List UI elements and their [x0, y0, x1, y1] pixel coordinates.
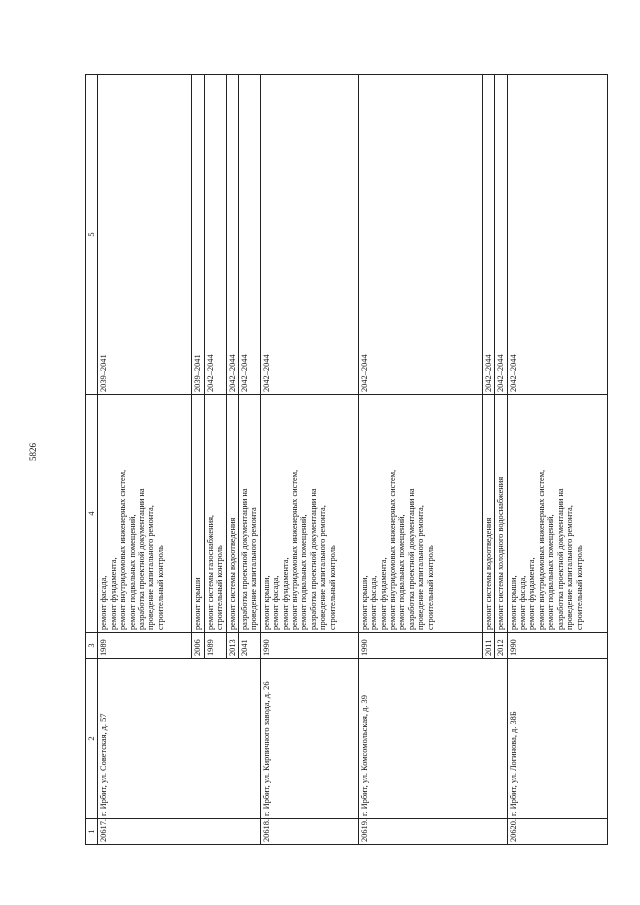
row-work: ремонт крыши, ремонт фасада, ремонт фундамента, ремонт внутридомовых инженерных систем, ремонт подвальных помещений, разработка проектной документации на проведение капитального ремонта, строительный контроль	[260, 395, 358, 633]
row-year: 1989	[204, 633, 226, 659]
row-work: ремонт фасада, ремонт фундамента, ремонт внутридомовых инженерных систем, ремонт подвальных помещений, разработка проектной документации на проведение капитального ремонта, строительный контроль	[98, 395, 192, 633]
header-row	[86, 75, 98, 845]
row-work: ремонт системы холодного водоснабжения	[495, 395, 507, 633]
row-year: 1990	[260, 633, 358, 659]
row-work: ремонт системы водоотведения	[482, 395, 494, 633]
table-row	[260, 75, 358, 845]
header-cell: 2	[86, 659, 98, 819]
row-work: ремонт крыши, ремонт фасада, ремонт фундамента, ремонт внутридомовых инженерных систем, ремонт подвальных помещений, разработка проектной документации на проведение капитального ремонта, строительный контроль	[358, 395, 482, 633]
row-year: 2012	[495, 633, 507, 659]
row-year: 1990	[507, 633, 607, 659]
row-work: ремонт крыши, ремонт фасада, ремонт фундамента, ремонт внутридомовых инженерных систем, ремонт подвальных помещений, разработка проектной документации на проведение капитального ремонта, строительный контроль	[507, 395, 607, 633]
header-cell: 1	[86, 819, 98, 845]
row-year: 1990	[358, 633, 482, 659]
row-year: 1989	[98, 633, 192, 659]
row-year: 2011	[482, 633, 494, 659]
row-work: ремонт системы водоотведения	[226, 395, 238, 633]
row-work: ремонт системы газоснабжения, строительный контроль	[204, 395, 226, 633]
row-period: 2042–2044	[226, 75, 238, 395]
row-year: 2006	[192, 633, 204, 659]
row-period: 2039–2041	[192, 75, 204, 395]
row-number: 20620.	[507, 819, 607, 845]
table-row	[358, 75, 482, 845]
rotated-table-wrapper	[85, 75, 605, 845]
row-period: 2042–2044	[482, 75, 494, 395]
row-period: 2042–2044	[204, 75, 226, 395]
page-number: 5826	[28, 443, 38, 461]
row-number: 20618.	[260, 819, 358, 845]
row-address: г. Ирбит, ул. Кирпичного завода, д. 26	[260, 659, 358, 819]
row-period: 2042–2044	[507, 75, 607, 395]
table-row	[98, 75, 192, 845]
row-period: 2042–2044	[358, 75, 482, 395]
repair-schedule-table	[85, 74, 608, 845]
row-address: г. Ирбит, ул. Советская, д. 57	[98, 659, 260, 819]
row-address: г. Ирбит, ул. Логинова, д. 38Б	[507, 659, 607, 819]
row-period: 2042–2044	[495, 75, 507, 395]
row-number: 20619.	[358, 819, 507, 845]
row-work: разработка проектной документации на проведение капитального ремонта	[239, 395, 261, 633]
row-number: 20617.	[98, 819, 260, 845]
header-cell: 5	[86, 75, 98, 395]
row-period: 2042–2044	[239, 75, 261, 395]
row-period: 2042–2044	[260, 75, 358, 395]
header-cell: 3	[86, 633, 98, 659]
table-row	[507, 75, 607, 845]
row-year: 2041	[239, 633, 261, 659]
header-cell: 4	[86, 395, 98, 633]
row-year: 2013	[226, 633, 238, 659]
row-period: 2039–2041	[98, 75, 192, 395]
row-work: ремонт крыши	[192, 395, 204, 633]
row-address: г. Ирбит, ул. Комсомольская, д. 39	[358, 659, 507, 819]
